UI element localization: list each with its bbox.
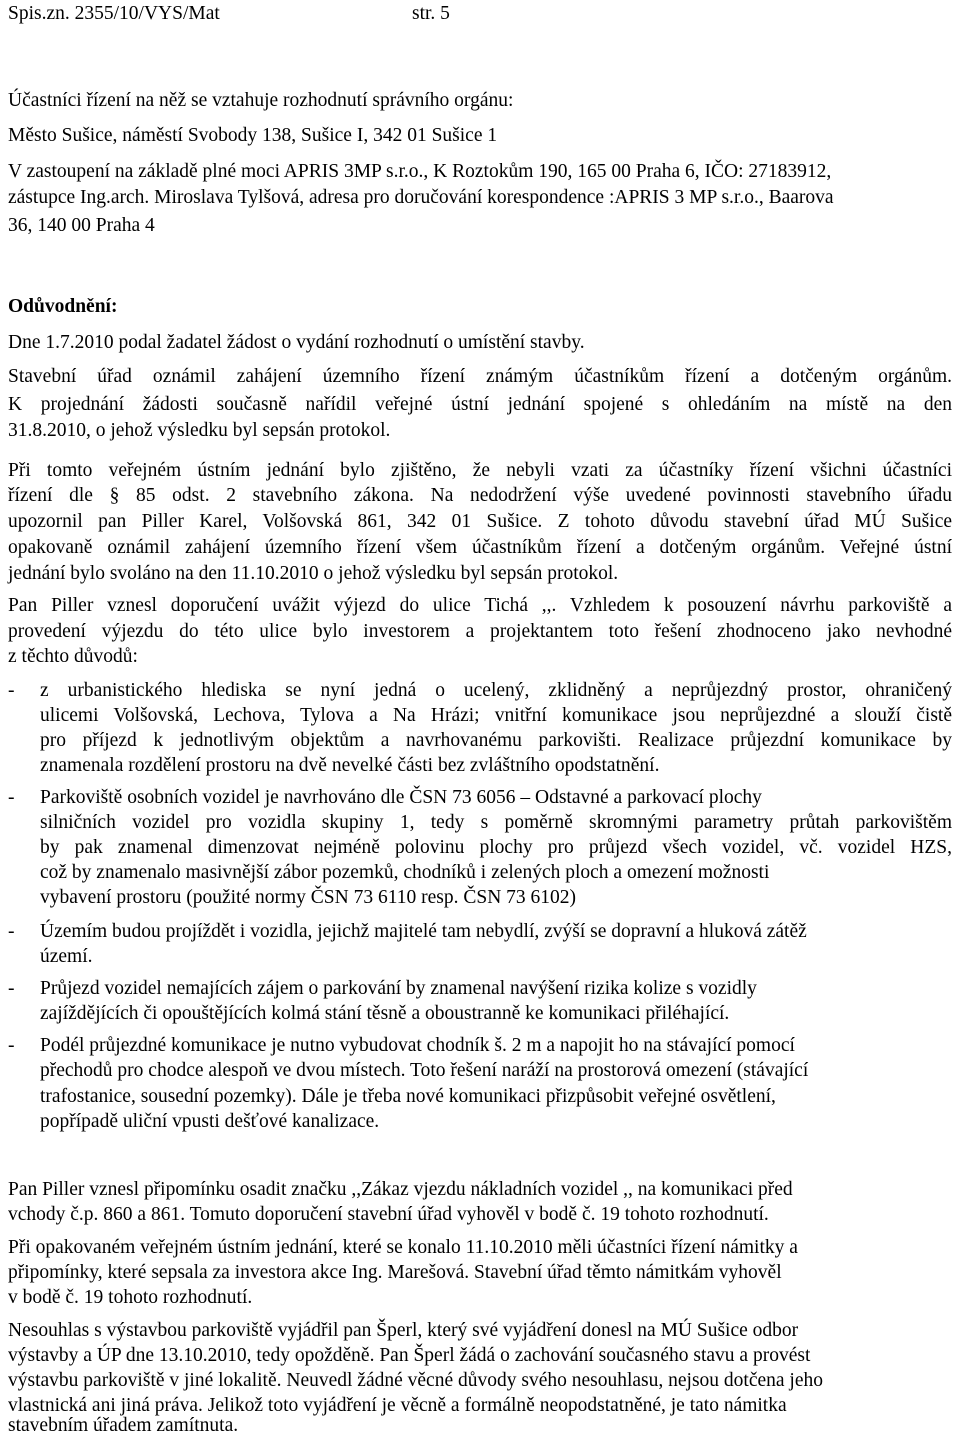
list-item-line: znamenala rozdělení prostoru na dvě nevelké části bez zvláštního opodstatnění. [40, 755, 660, 776]
list-bullet: - [8, 978, 15, 999]
list-item-line: území. [40, 946, 93, 967]
paragraph-line: provedení výjezdu do této ulice bylo investorem a projektantem toto řešení zhodnoceno jako nevhodné [8, 621, 952, 642]
list-item-line: což by znamenalo masivnější zábor pozemků, chodníků i zelených ploch a omezení možnosti [40, 862, 770, 883]
page-number: str. 5 [412, 3, 450, 24]
list-bullet: - [8, 787, 15, 808]
paragraph-line: řízení dle § 85 odst. 2 stavebního zákona. Na nedodržení výše uvedené povinnosti stavebního úřadu [8, 485, 952, 506]
list-item-line: zajíždějících či opouštějících kolmá stání těsně a oboustranně ke komunikaci přiléhající. [40, 1003, 730, 1024]
paragraph-line: Pan Piller vznesl doporučení uvážit výjezd do ulice Tichá ,,. Vzhledem k posouzení návrhu parkoviště a [8, 595, 952, 616]
paragraph-line: Nesouhlas s výstavbou parkoviště vyjádřil pan Šperl, který své vyjádření donesl na MÚ Sušice odbor [8, 1320, 799, 1341]
list-item-line: trafostanice, sousední pozemky). Dále je třeba nové komunikaci přizpůsobit veřejné osvětlení, [40, 1086, 776, 1107]
list-item-line: Územím budou projíždět i vozidla, jejichž majitelé tam nebydlí, zvýší se dopravní a hluková zátěž [40, 921, 807, 942]
paragraph-line: Stavební úřad oznámil zahájení územního řízení známým účastníkům řízení a dotčeným orgánům. [8, 366, 952, 387]
participant-representative: zástupce Ing.arch. Miroslava Tylšová, adresa pro doručování korespondence :APRIS 3 MP s.r.o., Baarova [8, 187, 834, 208]
paragraph-line: Pan Piller vznesl připomínku osadit značku ,,Zákaz vjezdu nákladních vozidel ,, na komunikaci před [8, 1179, 793, 1200]
paragraph-line: opakovaně oznámil zahájení územního řízení všem účastníkům řízení a dotčeným orgánům. Veřejné ústní [8, 537, 952, 558]
list-item-line: přechodů pro chodce alespoň ve dvou místech. Toto řešení naráží na prostorová omezení (stávající [40, 1060, 809, 1081]
paragraph-line: připomínky, které sepsala za investora akce Ing. Marešová. Stavební úřad těmto námitkám vyhověl [8, 1262, 782, 1283]
list-item-line: vybavení prostoru (použité normy ČSN 73 6110 resp. ČSN 73 6102) [40, 887, 577, 908]
file-reference: Spis.zn. 2355/10/VYS/Mat [8, 3, 220, 24]
paragraph-line: vlastnická ani jiná práva. Jelikož toto vyjádření je věcně a formálně neopodstatněné, je tato námitka [8, 1395, 787, 1416]
list-bullet: - [8, 921, 15, 942]
paragraph-line: upozornil pan Piller Karel, Volšovská 861, 342 01 Sušice. Z tohoto důvodu stavební úřad MÚ Sušice [8, 511, 952, 532]
list-item-line: Průjezd vozidel nemajících zájem o parkování by znamenal navýšení rizika kolize s vozidly [40, 978, 757, 999]
paragraph-line: K projednání žádosti současně nařídil veřejné ústní jednání spojené s ohledáním na místě na den [8, 394, 952, 415]
list-bullet: - [8, 680, 15, 701]
paragraph-line: výstavbu parkoviště v jiné lokalitě. Neuvedl žádné věcné důvody svého nesouhlasu, nejsou dotčena jeho [8, 1370, 823, 1391]
paragraph-line: Při tomto veřejném ústním jednání bylo zjištěno, že nebyli vzati za účastníky řízení všichni účastníci [8, 460, 952, 481]
list-item-line: by pak znamenal dimenzovat nejméně polovinu plochy pro průjezd všech vozidel, vč. vozidel HZS, [40, 837, 952, 858]
list-item-line: silničních vozidel pro vozidla skupiny 1, tedy s poměrně skromnými parametry průtah parkovištěm [40, 812, 952, 833]
paragraph-line: vchody č.p. 860 a 861. Tomuto doporučení stavební úřad vyhověl v bodě č. 19 tohoto rozhodnutí. [8, 1204, 769, 1225]
list-item-line: popřípadě uliční vpusti dešťové kanalizace. [40, 1111, 380, 1132]
list-item-line: z urbanistického hlediska se nyní jedná o ucelený, zklidněný a neprůjezdný prostor, ohraničený [40, 680, 952, 701]
paragraph-line: jednání bylo svoláno na den 11.10.2010 o jehož výsledku byl sepsán protokol. [8, 563, 619, 584]
list-item-line: pro příjezd k jednotlivým objektům a navrhovanému parkovišti. Realizace průjezdní komunikace by [40, 730, 952, 751]
paragraph-line: Při opakovaném veřejném ústním jednání, které se konalo 11.10.2010 měli účastníci řízení námitky a [8, 1237, 798, 1258]
paragraph-line: 31.8.2010, o jehož výsledku byl sepsán protokol. [8, 420, 391, 441]
participant-city: Město Sušice, náměstí Svobody 138, Sušice I, 342 01 Sušice 1 [8, 125, 498, 146]
paragraph-line: výstavby a ÚP dne 13.10.2010, tedy opožděně. Pan Šperl žádá o zachování současného stavu a provést [8, 1345, 811, 1366]
paragraph-line: stavebním úřadem zamítnuta. [8, 1415, 239, 1436]
participants-intro: Účastníci řízení na něž se vztahuje rozhodnutí správního orgánu: [8, 90, 514, 111]
paragraph-line: v bodě č. 19 tohoto rozhodnutí. [8, 1287, 253, 1308]
list-bullet: - [8, 1035, 15, 1056]
list-item-line: ulicemi Volšovská, Lechova, Tylova a Na Hrázi; vnitřní komunikace jsou neprůjezdné a slouží čistě [40, 705, 952, 726]
paragraph-line: z těchto důvodů: [8, 646, 138, 667]
participant-address: 36, 140 00 Praha 4 [8, 215, 155, 236]
paragraph-application: Dne 1.7.2010 podal žadatel žádost o vydání rozhodnutí o umístění stavby. [8, 332, 585, 353]
reasoning-heading: Odůvodnění: [8, 296, 118, 317]
participant-representation: V zastoupení na základě plné moci APRIS 3MP s.r.o., K Roztokům 190, 165 00 Praha 6, IČO: 27183912, [8, 161, 832, 182]
list-item-line: Podél průjezdné komunikace je nutno vybudovat chodník š. 2 m a napojit ho na stávající pomocí [40, 1035, 795, 1056]
list-item-line: Parkoviště osobních vozidel je navrhováno dle ČSN 73 6056 – Odstavné a parkovací plochy [40, 787, 762, 808]
